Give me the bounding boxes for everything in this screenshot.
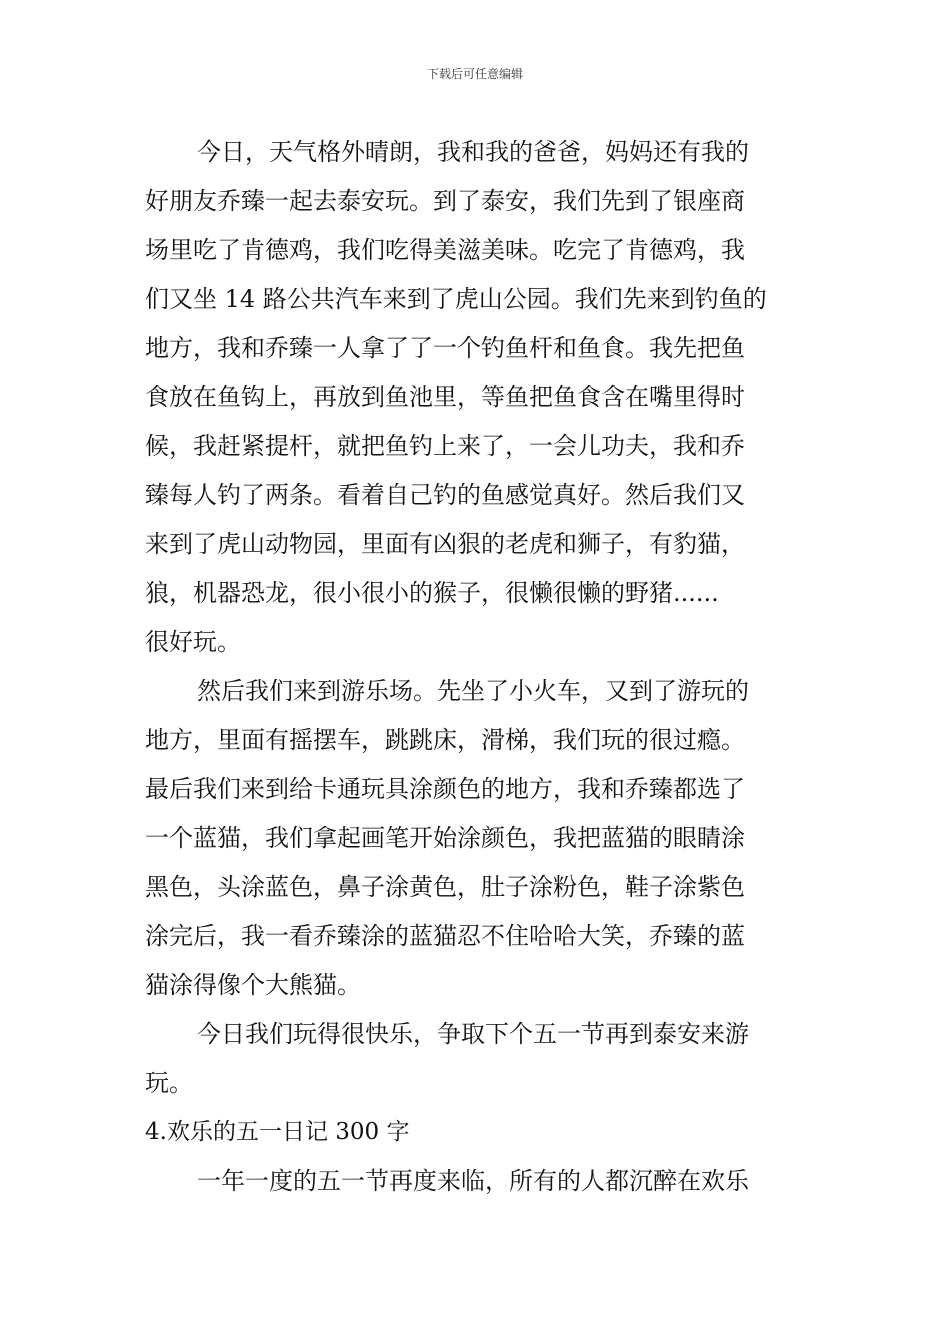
text-line: 玩。 <box>145 1069 193 1097</box>
text-line: 涂完后，我一看乔臻涂的蓝猫忍不住哈哈大笑，乔臻的蓝 <box>145 922 745 950</box>
text-line: 猫涂得像个大熊猫。 <box>145 971 361 999</box>
paragraph-trip-morning <box>145 128 807 667</box>
text-line: 地方，我和乔臻一人拿了了一个钓鱼杆和鱼食。我先把鱼 <box>145 334 745 362</box>
document-body <box>145 128 807 1206</box>
text-line: 一年一度的五一节再度来临，所有的人都沉醉在欢乐 <box>197 1167 749 1195</box>
paragraph-conclusion <box>145 1010 807 1108</box>
text-line: 好朋友乔臻一起去泰安玩。到了泰安，我们先到了银座商 <box>145 187 745 215</box>
text-line: 然后我们来到游乐场。先坐了小火车，又到了游玩的 <box>197 677 749 705</box>
text-line: 很好玩。 <box>145 628 241 656</box>
text-line: 食放在鱼钩上，再放到鱼池里，等鱼把鱼食含在嘴里得时 <box>145 383 745 411</box>
text-line: 场里吃了肯德鸡，我们吃得美滋美味。吃完了肯德鸡，我 <box>145 236 745 264</box>
text-line: 黑色，头涂蓝色，鼻子涂黄色，肚子涂粉色，鞋子涂紫色 <box>145 873 745 901</box>
text-line: 最后我们来到给卡通玩具涂颜色的地方，我和乔臻都选了 <box>145 775 745 803</box>
paragraph-amusement-park <box>145 667 807 1010</box>
text-line: 地方，里面有摇摆车，跳跳床，滑梯，我们玩的很过瘾。 <box>145 726 745 754</box>
page-header: 下载后可任意编辑 <box>426 67 523 81</box>
section-heading: 4.欢乐的五一日记 300 字 <box>145 1119 410 1145</box>
paragraph-next-diary <box>145 1157 807 1206</box>
text-line: 一个蓝猫，我们拿起画笔开始涂颜色，我把蓝猫的眼睛涂 <box>145 824 745 852</box>
text-line: 来到了虎山动物园，里面有凶狠的老虎和狮子，有豹猫， <box>145 530 745 558</box>
text-line: 们又坐 14 路公共汽车来到了虎山公园。我们先来到钓鱼的 <box>145 285 767 313</box>
text-line: 臻每人钓了两条。看着自己钓的鱼感觉真好。然后我们又 <box>145 481 745 509</box>
text-line: 今日，天气格外晴朗，我和我的爸爸，妈妈还有我的 <box>197 138 749 166</box>
text-line: 狼，机器恐龙，很小很小的猴子，很懒很懒的野猪...... <box>145 579 719 607</box>
text-line: 今日我们玩得很快乐，争取下个五一节再到泰安来游 <box>197 1020 749 1048</box>
text-line: 候，我赶紧提杆，就把鱼钓上来了，一会儿功夫，我和乔 <box>145 432 745 460</box>
